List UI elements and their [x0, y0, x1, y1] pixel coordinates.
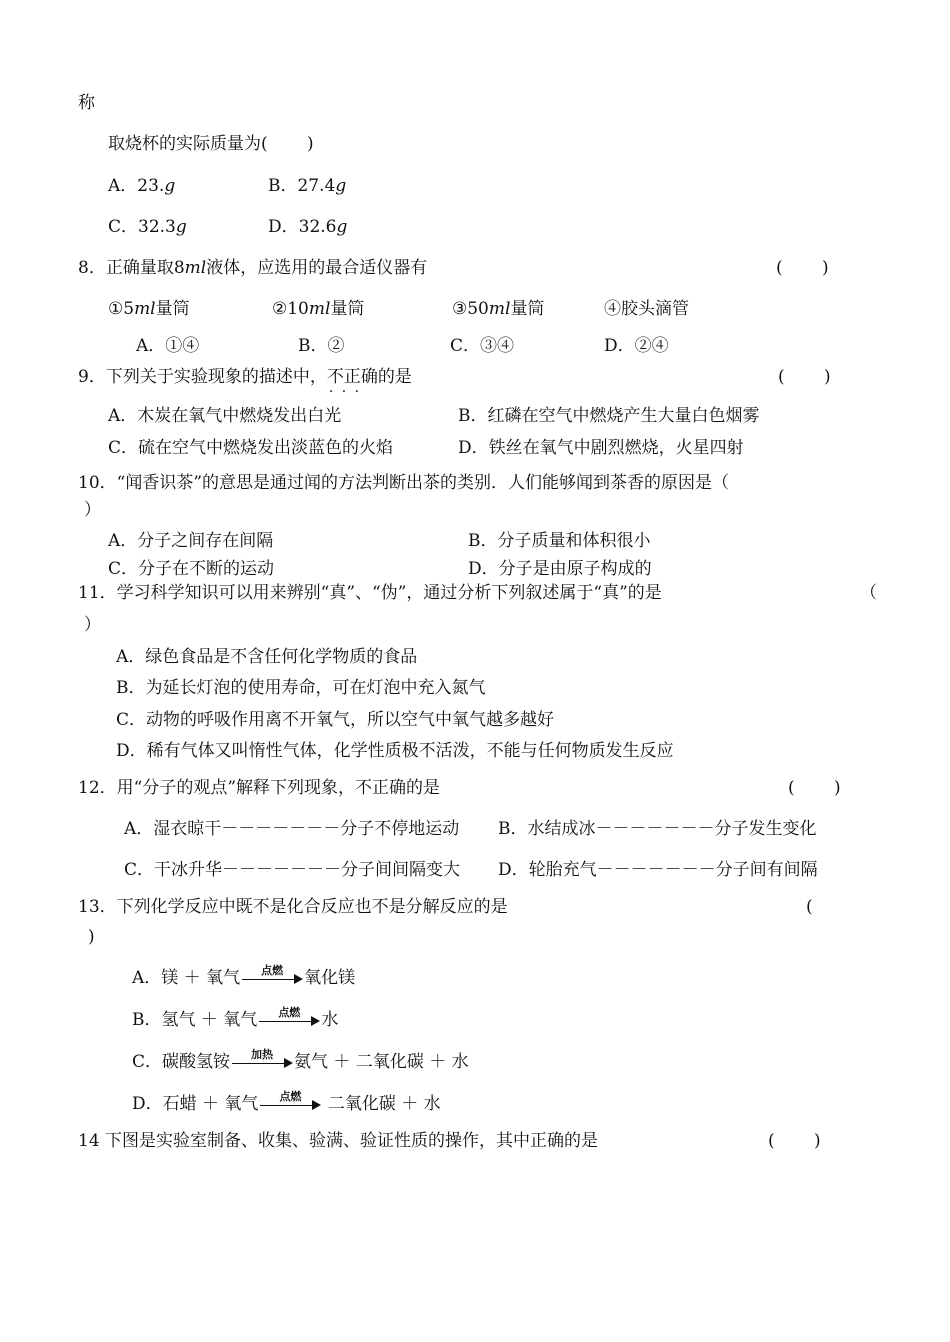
q7-option-d: D．32.6g: [268, 217, 348, 237]
q7-option-b: B．27.4g: [268, 176, 347, 196]
q12-option-c: C．干冰升华－－－－－－－分子间间隔变大: [124, 860, 461, 880]
q9-stem: 9．下列关于实验现象的描述中，不正确 · · ·的是: [78, 366, 412, 388]
q10-option-c: C．分子在不断的运动: [108, 559, 275, 579]
q14-answer-paren: ( ): [768, 1131, 821, 1151]
q13-option-b: B．氢气 ＋ 氧气 点燃 水: [132, 1005, 339, 1030]
q10-option-a: A．分子之间存在间隔: [108, 531, 274, 551]
q13-option-a: A．镁 ＋ 氧气 点燃 氧化镁: [132, 963, 356, 988]
q8-stem: 8．正确量取8ml液体，应选用的最合适仪器有: [78, 258, 428, 278]
q8-item-4: ④胶头滴管: [604, 299, 689, 319]
q7-line1: 称: [78, 93, 95, 113]
q9-option-d: D．铁丝在氧气中剧烈燃烧，火星四射: [458, 438, 744, 458]
q8-item-3: ③50ml量筒: [452, 299, 545, 319]
reaction-arrow: 加热: [232, 1052, 292, 1074]
q7-option-c: C．32.3g: [108, 217, 187, 237]
q12-option-d: D．轮胎充气－－－－－－－分子间有间隔: [498, 860, 818, 880]
q11-option-d: D．稀有气体又叫惰性气体，化学性质极不活泼，不能与任何物质发生反应: [116, 741, 674, 761]
q10-stem-cont: ）: [84, 500, 101, 520]
q8-item-1: ①5ml量筒: [108, 299, 190, 319]
reaction-arrow: 点燃: [259, 1010, 319, 1032]
q13-stem: 13．下列化学反应中既不是化合反应也不是分解反应的是: [78, 897, 508, 917]
q11-stem-cont: ）: [84, 615, 101, 635]
q9-answer-paren: ( ): [778, 367, 831, 387]
q8-option-d: D．②④: [604, 336, 669, 356]
reaction-arrow: 点燃: [260, 1094, 320, 1116]
q12-answer-paren: ( ): [788, 778, 841, 798]
q8-option-a: A．①④: [136, 336, 200, 356]
q11-stem: 11．学习科学知识可以用来辨别“真”、“伪”，通过分析下列叙述属于“真”的是: [78, 583, 662, 603]
q11-option-a: A．绿色食品是不含任何化学物质的食品: [116, 647, 418, 667]
q9-option-a: A．木炭在氧气中燃烧发出白光: [108, 406, 342, 426]
q12-option-b: B．水结成冰－－－－－－－分子发生变化: [498, 819, 817, 839]
q9-option-c: C．硫在空气中燃烧发出淡蓝色的火焰: [108, 438, 394, 458]
q9-emphasis: 不正确 · · ·: [327, 366, 378, 388]
q11-paren-open: （: [860, 583, 877, 603]
q8-option-b: B．②: [298, 336, 345, 356]
q14-stem: 14 下图是实验室制备、收集、验满、验证性质的操作，其中正确的是: [78, 1131, 599, 1151]
q13-option-d: D．石蜡 ＋ 氧气 点燃 二氧化碳 ＋ 水: [132, 1089, 441, 1114]
q10-stem: 10．“闻香识茶”的意思是通过闻的方法判断出茶的类别．人们能够闻到茶香的原因是（: [78, 473, 730, 493]
q13-stem-cont: ): [88, 927, 95, 947]
reaction-arrow: 点燃: [242, 968, 302, 990]
q7-line2: 取烧杯的实际质量为( ): [108, 134, 314, 154]
q9-option-b: B．红磷在空气中燃烧产生大量白色烟雾: [458, 406, 760, 426]
q7-option-a: A．23.g: [108, 176, 176, 196]
q12-stem: 12．用“分子的观点”解释下列现象，不正确的是: [78, 778, 441, 798]
q11-option-c: C．动物的呼吸作用离不开氧气，所以空气中氧气越多越好: [116, 710, 555, 730]
q12-option-a: A．湿衣晾干－－－－－－－分子不停地运动: [124, 819, 460, 839]
q10-option-d: D．分子是由原子构成的: [468, 559, 652, 579]
q11-option-b: B．为延长灯泡的使用寿命，可在灯泡中充入氮气: [116, 678, 486, 698]
q8-item-2: ②10ml量筒: [272, 299, 365, 319]
q10-option-b: B．分子质量和体积很小: [468, 531, 651, 551]
q13-option-c: C．碳酸氢铵 加热 氨气 ＋ 二氧化碳 ＋ 水: [132, 1047, 469, 1072]
q13-paren-open: (: [806, 897, 813, 917]
q8-option-c: C．③④: [450, 336, 515, 356]
q8-answer-paren: ( ): [776, 258, 829, 278]
